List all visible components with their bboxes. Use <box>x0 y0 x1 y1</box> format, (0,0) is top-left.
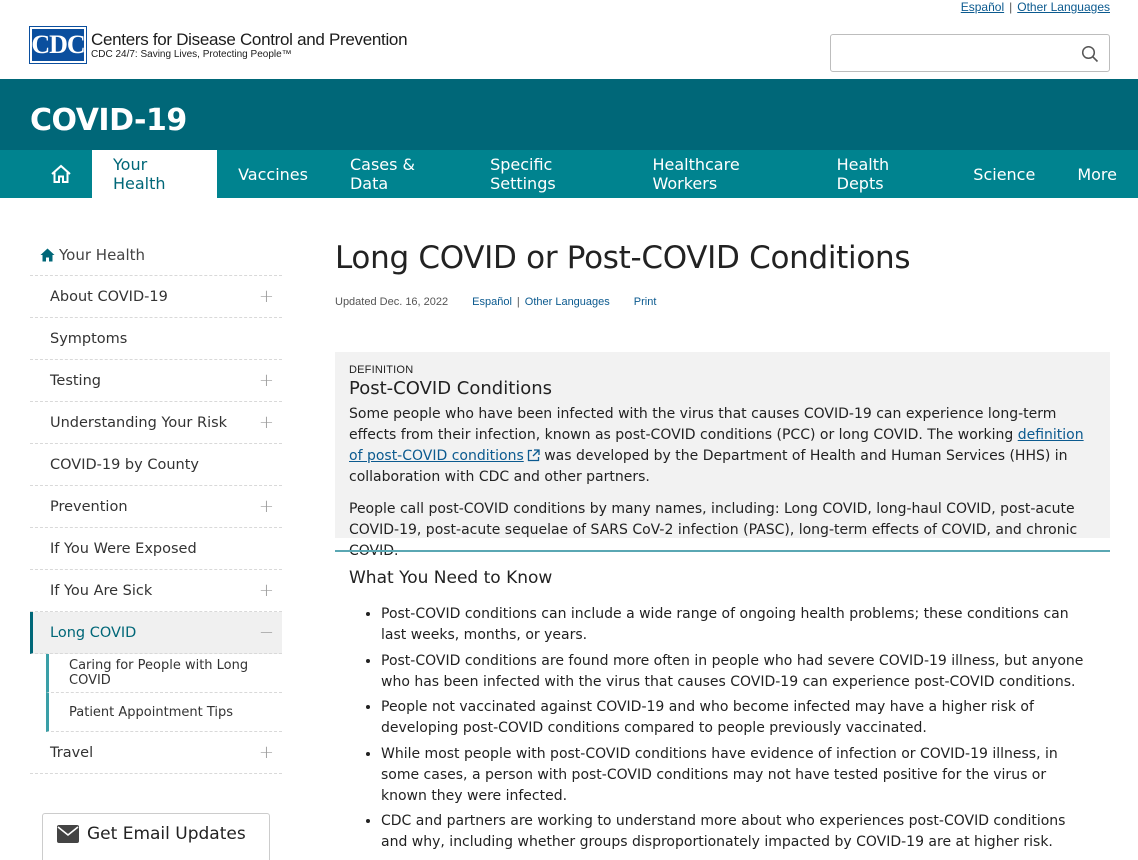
top-navigation <box>0 150 1138 198</box>
separator: | <box>1009 0 1013 14</box>
list-item: • Post-COVID conditions can include a wide range of ongoing health problems; these conditions can last weeks, months, or years. <box>381 604 1096 646</box>
definition-title: Post-COVID Conditions <box>349 378 553 399</box>
search-box <box>830 34 1110 72</box>
home-icon <box>50 164 72 184</box>
topic-title[interactable]: COVID-19 <box>30 103 187 138</box>
page-meta <box>335 296 1110 308</box>
nav-healthcare-workers[interactable]: Healthcare Workers <box>652 155 740 193</box>
nav-health-depts[interactable]: Health Depts <box>836 155 890 193</box>
email-updates-button[interactable] <box>43 814 269 854</box>
expand-icon[interactable]: + <box>258 370 274 391</box>
email-updates-box[interactable] <box>42 813 270 860</box>
sidebar-home-label: Your Health <box>59 245 146 264</box>
sidebar-item-label: Symptoms <box>50 330 128 347</box>
topic-banner <box>0 79 1138 150</box>
definition-text: was developed by the Department of Health and Human Services (HHS) in collaboration with CDC and other partners. <box>349 448 1068 485</box>
definition-kicker: DEFINITION <box>349 364 414 376</box>
pcc-definition-link[interactable]: definition of post-COVID conditions <box>349 427 1084 464</box>
print-link[interactable]: Print <box>633 296 657 308</box>
definition-paragraph-2: People call post-COVID conditions by many names, including: Long COVID, long-haul COVID, post-acute COVID-19, post-acute sequelae of SARS CoV-2 infection (PASC), long-term effects of COVID, and chronic COVID. <box>349 501 1078 559</box>
page-title: Long COVID or Post-COVID Conditions <box>335 240 911 276</box>
sidebar-item-understanding-risk[interactable] <box>30 402 282 444</box>
collapse-icon[interactable]: − <box>258 622 274 643</box>
nav-science[interactable]: Science <box>973 164 1036 184</box>
search-icon[interactable] <box>1081 45 1099 63</box>
expand-icon[interactable]: + <box>258 286 274 307</box>
sidebar-item-sick[interactable] <box>30 570 282 612</box>
sidebar-item-label: Testing <box>50 372 101 389</box>
sidebar-item-travel[interactable] <box>30 732 282 774</box>
sidebar-home-link[interactable] <box>30 234 282 276</box>
separator: | <box>516 296 520 308</box>
what-you-need-to-know <box>335 550 1110 860</box>
sidebar-subitem-caring[interactable]: Caring for People with Long COVID <box>46 654 282 693</box>
sidebar-item-testing[interactable] <box>30 360 282 402</box>
sidebar-item-by-county[interactable] <box>30 444 282 486</box>
expand-icon[interactable]: + <box>258 412 274 433</box>
expand-icon[interactable]: + <box>258 580 274 601</box>
cdc-logo-mark: CDC <box>30 27 86 63</box>
external-link-icon <box>527 449 540 462</box>
tagline: CDC 24/7: Saving Lives, Protecting People™ <box>91 48 292 60</box>
key-points-list <box>349 604 1096 853</box>
nav-vaccines[interactable]: Vaccines <box>238 164 308 184</box>
home-icon <box>40 248 55 262</box>
nav-specific-settings[interactable]: Specific Settings <box>490 155 556 193</box>
nav-cases-data[interactable]: Cases & Data <box>349 155 416 193</box>
sidebar-item-about[interactable] <box>30 276 282 318</box>
updated-date: Updated Dec. 16, 2022 <box>335 296 449 308</box>
main-content <box>335 240 1110 850</box>
list-item: • While most people with post-COVID conditions have evidence of infection or COVID-19 illness, in some cases, a person with post-COVID conditions may not have tested positive for the virus or known they were infected. <box>381 744 1096 807</box>
cdc-logo[interactable] <box>30 27 407 63</box>
expand-icon[interactable]: + <box>258 496 274 517</box>
sidebar-item-label: Understanding Your Risk <box>50 414 228 431</box>
sidebar-item-label: If You Were Exposed <box>50 540 197 557</box>
lang-other-link[interactable]: Other Languages <box>1017 0 1110 14</box>
envelope-icon <box>57 825 79 843</box>
sidebar-item-exposed[interactable] <box>30 528 282 570</box>
definition-box <box>335 352 1110 559</box>
list-item: • People not vaccinated against COVID-19 and who become infected may have a higher risk of developing post-COVID conditions compared to people previously vaccinated. <box>381 697 1096 739</box>
nav-more[interactable]: More <box>1077 164 1117 184</box>
logo-text <box>91 30 407 61</box>
sidebar-subitem-appointment-tips[interactable]: Patient Appointment Tips <box>46 693 282 732</box>
sidebar-item-prevention[interactable] <box>30 486 282 528</box>
section-heading: What You Need to Know <box>349 568 553 588</box>
list-item: • CDC and partners are working to understand more about who experiences post-COVID conditions and why, including whether groups disproportionately impacted by COVID-19 are at higher risk. <box>381 811 1096 853</box>
definition-paragraph-1 <box>349 404 1096 488</box>
list-item: • Post-COVID conditions are found more often in people who had severe COVID-19 illness, but anyone who has been infected with the virus that causes COVID-19 can experience post-COVID conditions. <box>381 651 1096 693</box>
sidebar-item-label: Long COVID <box>50 624 137 641</box>
sidebar-item-label: COVID-19 by County <box>50 456 199 473</box>
expand-icon[interactable]: + <box>258 742 274 763</box>
sidebar-item-label: If You Are Sick <box>50 582 153 599</box>
sidebar-item-long-covid[interactable] <box>30 612 282 654</box>
left-sidebar <box>30 234 282 774</box>
nav-your-health[interactable]: Your Health <box>92 150 217 198</box>
sidebar-item-symptoms[interactable] <box>30 318 282 360</box>
lang-espanol-link[interactable]: Español <box>960 0 1005 14</box>
search-input[interactable] <box>831 35 1071 71</box>
sidebar-item-label: About COVID-19 <box>50 288 168 305</box>
org-name: Centers for Disease Control and Prevention <box>91 29 408 49</box>
nav-home[interactable] <box>30 150 92 198</box>
definition-text: Some people who have been infected with the virus that causes COVID-19 can experience long-term effects from their infection, known as post-COVID conditions (PCC) or long COVID. The working <box>349 406 1057 443</box>
page-lang-other-link[interactable]: Other Languages <box>524 296 610 308</box>
sidebar-item-label: Prevention <box>50 498 128 515</box>
header-language-links <box>961 0 1110 14</box>
sidebar-item-label: Travel <box>50 744 94 761</box>
email-updates-label: Get Email Updates <box>87 824 246 844</box>
page-lang-espanol-link[interactable]: Español <box>472 296 512 308</box>
